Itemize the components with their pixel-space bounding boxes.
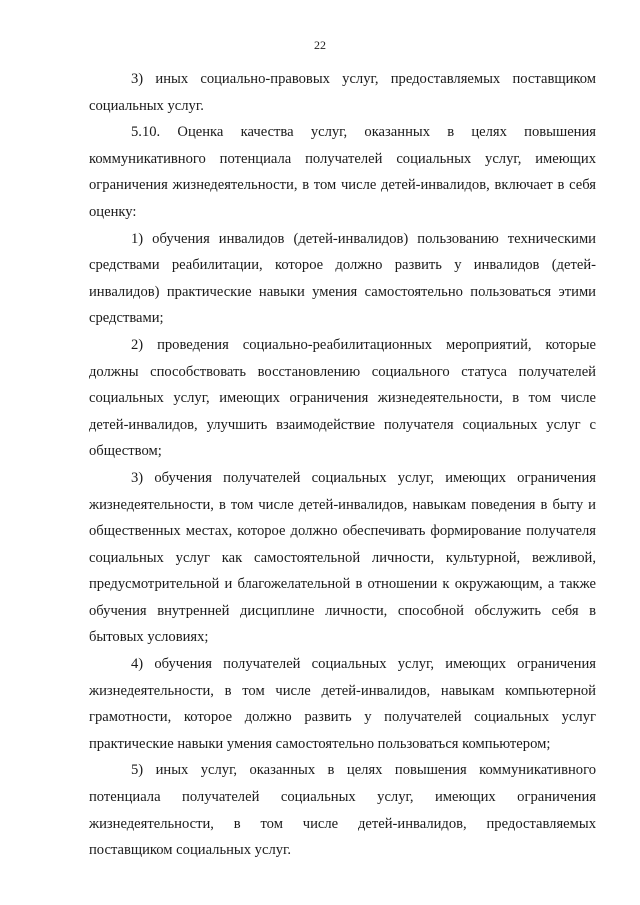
paragraph-1-rehab-equipment-training: 1) обучения инвалидов (детей-инвалидов) пользованию техническими средствами реабилитации, которое должно развить у инвалидов (детей-инвалидов) практические навыки умения самостоятельно пользоваться этими средствами; [89,230,596,327]
paragraph-4-computer-literacy: 4) обучения получателей социальных услуг, имеющих ограничения жизнедеятельности, в том числе детей-инвалидов, навыкам компьютерной грамотности, которое должно развить у получателей социальных услуг практические навыки умения самостоятельно пользоваться компьютером; [89,656,596,752]
paragraph-5-other-communication-services: 5) иных услуг, оказанных в целях повышения коммуникативного потенциала получателей социальных услуг, имеющих ограничения жизнедеятельности, в том числе детей-инвалидов, предоставляемых поставщиком социальных услуг. [89,762,596,859]
paragraph-5-10-assessment-intro: 5.10. Оценка качества услуг, оказанных в целях повышения коммуникативного потенциала получателей социальных услуг, имеющих ограничения жизнедеятельности, в том числе детей-инвалидов, включает в себя оценку: [89,124,596,220]
paragraph-3-other-legal-services: 3) иных социально-правовых услуг, предоставляемых поставщиком социальных услуг. [89,71,596,114]
paragraph-3-behavior-training: 3) обучения получателей социальных услуг, имеющих ограничения жизнедеятельности, в том числе детей-инвалидов, навыкам поведения в быту и общественных местах, которое должно обеспечивать формирование получателя социальных услуг как самостоятельной личности, культурной, вежливой, предусмотрительной и благожелательной в отношении к окружающим, а также обучения внутренней дисциплине личности, способной обслужить себя в бытовых условиях; [89,469,596,646]
document-body [89,66,596,864]
paragraph-2-rehab-activities: 2) проведения социально-реабилитационных мероприятий, которые должны способствовать восстановлению социального статуса получателей социальных услуг, имеющих ограничения жизнедеятельности, в том числе детей-инвалидов, улучшить взаимодействие получателя социальных услуг с обществом; [89,336,596,460]
page-number: 22 [314,38,326,52]
